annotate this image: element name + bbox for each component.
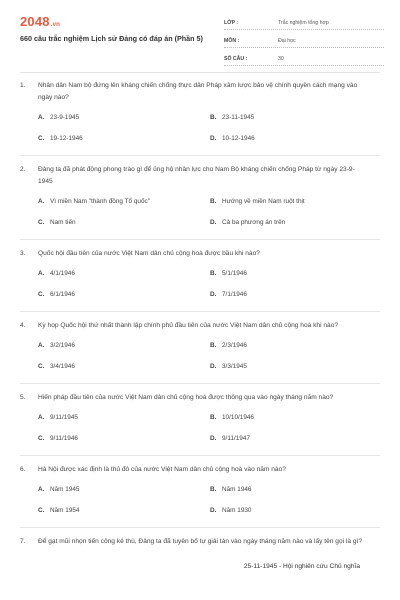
option-text: 10-12-1946: [222, 135, 255, 142]
option-d[interactable]: [210, 290, 382, 299]
logo-suffix: .vn: [50, 22, 61, 28]
header-divider: [20, 72, 380, 73]
question-number: 1.: [20, 82, 26, 89]
document-title: 660 câu trắc nghiệm Lịch sử Đảng có đáp án (Phần 5): [20, 34, 203, 43]
option-text: 3/4/1946: [50, 363, 75, 370]
option-text: 5/1/1946: [222, 270, 247, 277]
option-c[interactable]: [38, 134, 210, 143]
options: [38, 485, 380, 515]
option-letter: A.: [38, 270, 45, 277]
meta-row-count: [224, 48, 384, 66]
question-5: [20, 392, 380, 443]
question-number: 4.: [20, 322, 26, 329]
option-letter: D.: [210, 435, 217, 442]
option-letter: C.: [38, 135, 45, 142]
meta-key: SỐ CÂU :: [224, 56, 248, 62]
option-letter: C.: [38, 219, 45, 226]
option-b[interactable]: [210, 341, 382, 350]
question-text: Hà Nội được xác định là thủ đô của nước Việt Nam dân chủ cộng hoà vào năm nào?: [38, 466, 286, 473]
logo-main: 2048: [20, 14, 50, 29]
question-number: 3.: [20, 250, 26, 257]
question-text: Quốc hội đầu tiên của nước Việt Nam dân chủ cộng hoà được bầu khi nào?: [38, 250, 260, 257]
question-4: [20, 320, 380, 371]
option-text: Nam tiến: [50, 219, 76, 226]
option-a[interactable]: [38, 113, 210, 122]
option-text: 23-9-1945: [50, 114, 80, 121]
option-c[interactable]: [38, 434, 210, 443]
option-d[interactable]: [210, 218, 382, 227]
option-letter: C.: [38, 507, 45, 514]
question-divider: [20, 383, 380, 384]
meta-key: LỚP :: [224, 20, 239, 26]
question-text: Kỳ họp Quốc hội thứ nhất thành lập chính phủ đầu tiên của nước Việt Nam dân chủ cộng hoà khi nào?: [38, 322, 339, 329]
option-letter: D.: [210, 291, 217, 298]
options: [38, 413, 380, 443]
option-text: 3/3/1945: [222, 363, 247, 370]
option-c[interactable]: [38, 362, 210, 371]
option-b[interactable]: [210, 269, 382, 278]
option-b[interactable]: [210, 413, 382, 422]
option-text: Năm 1946: [222, 486, 252, 493]
option-letter: A.: [38, 414, 45, 421]
document-header: [0, 0, 400, 72]
options: [38, 269, 380, 299]
question-divider: [20, 239, 380, 240]
meta-row-class: [224, 12, 384, 30]
option-text: 23-11-1945: [222, 114, 255, 121]
option-text: 2/3/1946: [222, 342, 247, 349]
option-text: 9/11/1946: [50, 435, 78, 442]
option-text: 9/11/1945: [50, 414, 78, 421]
question-7: [20, 536, 380, 570]
meta-key: MÔN :: [224, 38, 240, 44]
option-text: Năm 1930: [222, 507, 252, 514]
document-meta: [224, 12, 384, 66]
option-text-partial[interactable]: 25-11-1945 - Hội nghiên cứu Chủ nghĩa: [243, 563, 360, 570]
option-text: Vì miền Nam "thành đồng Tổ quốc": [50, 198, 150, 205]
question-number: 5.: [20, 394, 26, 401]
option-letter: B.: [210, 270, 217, 277]
option-text: 10/10/1946: [222, 414, 254, 421]
option-letter: B.: [210, 414, 217, 421]
question-number: 6.: [20, 466, 26, 473]
question-divider: [20, 527, 380, 528]
question-text: Để gạt mũi nhọn tiến công kẻ thù, Đảng ta đã tuyên bố tự giải tán vào ngày tháng năm nào và lấy tên gọi là gì?: [38, 538, 363, 545]
option-c[interactable]: [38, 218, 210, 227]
option-letter: D.: [210, 507, 217, 514]
question-3: [20, 248, 380, 299]
options: [38, 113, 380, 143]
options: [38, 341, 380, 371]
option-text: Hướng về miền Nam ruột thịt: [222, 198, 305, 205]
option-text: 7/1/1946: [222, 291, 247, 298]
question-number: 2.: [20, 166, 26, 173]
site-logo[interactable]: [20, 14, 60, 29]
option-c[interactable]: [38, 290, 210, 299]
question-list: [20, 80, 380, 570]
option-letter: B.: [210, 342, 217, 349]
option-letter: A.: [38, 114, 45, 121]
question-divider: [20, 311, 380, 312]
option-text: 4/1/1946: [50, 270, 75, 277]
meta-row-subject: [224, 30, 384, 48]
options: [38, 197, 380, 227]
option-d[interactable]: [210, 134, 382, 143]
question-text: Hiến pháp đầu tiên của nước Việt Nam dân chủ cộng hoà được thông qua vào ngày tháng năm nào?: [38, 394, 334, 401]
meta-value: Trắc nghiệm tổng hợp: [278, 20, 329, 26]
question-1: [20, 80, 380, 143]
option-b[interactable]: [210, 113, 382, 122]
question-divider: [20, 455, 380, 456]
option-text: Năm 1945: [50, 486, 80, 493]
option-letter: D.: [210, 135, 217, 142]
option-text: 9/11/1947: [222, 435, 250, 442]
option-letter: D.: [210, 219, 217, 226]
option-text: 6/1/1946: [50, 291, 75, 298]
question-divider: [20, 155, 380, 156]
option-a[interactable]: [38, 269, 210, 278]
option-d[interactable]: [210, 434, 382, 443]
question-6: [20, 464, 380, 515]
option-text: Năm 1954: [50, 507, 80, 514]
option-letter: C.: [38, 363, 45, 370]
option-letter: A.: [38, 342, 45, 349]
option-d[interactable]: [210, 506, 382, 515]
question-number: 7.: [20, 538, 26, 545]
option-a[interactable]: [38, 197, 210, 206]
option-letter: A.: [38, 486, 45, 493]
option-text: 3/2/1946: [50, 342, 75, 349]
option-a[interactable]: [38, 413, 210, 422]
question-text: Nhân dân Nam bộ đứng lên kháng chiến chống thực dân Pháp xâm lược bảo vệ chính quyền cách mạng vào ngày nào?: [38, 82, 358, 101]
option-letter: C.: [38, 435, 45, 442]
option-letter: B.: [210, 114, 217, 121]
option-letter: A.: [38, 198, 45, 205]
meta-value: Đại học: [278, 38, 296, 44]
option-a[interactable]: [38, 341, 210, 350]
option-d[interactable]: [210, 362, 382, 371]
option-b[interactable]: [210, 485, 382, 494]
option-letter: C.: [38, 291, 45, 298]
option-letter: B.: [210, 486, 217, 493]
question-text: Đảng ta đã phát động phong trào gì để ủng hộ nhân lực cho Nam Bộ kháng chiến chống Pháp từ ngày 23-9-1945: [38, 166, 355, 185]
option-text: 19-12-1946: [50, 135, 83, 142]
option-c[interactable]: [38, 506, 210, 515]
options: [38, 563, 380, 570]
option-letter: B.: [210, 198, 217, 205]
option-b[interactable]: [210, 197, 382, 206]
option-letter: D.: [210, 363, 217, 370]
option-text: Cả ba phương án trên: [222, 219, 286, 226]
option-a[interactable]: [38, 485, 210, 494]
question-2: [20, 164, 380, 227]
meta-value: 30: [278, 56, 284, 62]
